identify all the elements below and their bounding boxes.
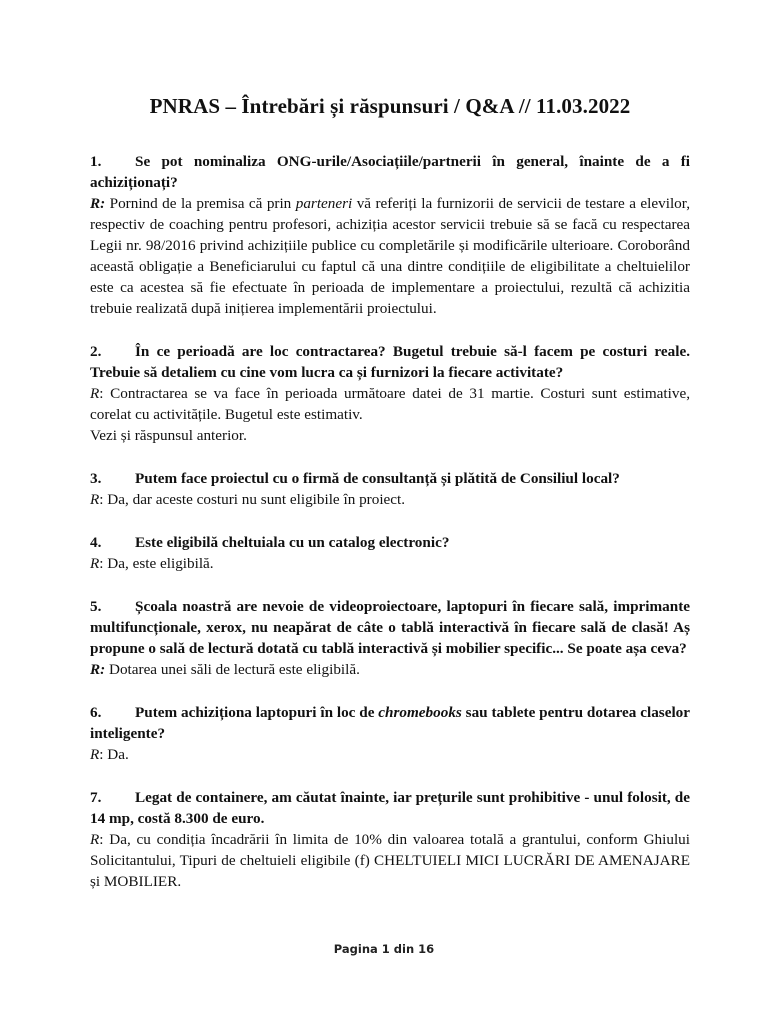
answer-label: R: — [90, 195, 106, 212]
answer-label: R — [90, 491, 100, 508]
question-number: 4. — [90, 534, 102, 551]
qa-item — [90, 151, 690, 319]
page-number: Pagina 1 din 16 — [333, 942, 435, 956]
question-text: Se pot nominaliza ONG-urile/Asociațiile/partnerii în general, înainte de a fi achiziționați? — [90, 153, 690, 191]
question-text: Este eligibilă cheltuiala cu un catalog electronic? — [135, 534, 450, 551]
answer-text: Dotarea unei săli de lectură este eligibilă. — [105, 661, 360, 678]
question-text: Putem face proiectul cu o firmă de consultanță și plătită de Consiliul local? — [135, 470, 620, 487]
question-text: Legat de containere, am căutat înainte, iar prețurile sunt prohibitive - unul folosit, de 14 mp, costă 8.300 de euro. — [90, 789, 690, 827]
answer-label: R — [90, 555, 100, 572]
question-number: 7. — [90, 789, 102, 806]
qa-item — [90, 596, 690, 680]
question — [90, 151, 690, 193]
answer — [90, 193, 690, 319]
answer — [90, 829, 690, 892]
answer-text: : Da, este eligibilă. — [99, 555, 214, 572]
qa-item — [90, 702, 690, 765]
answer-text: Pornind de la premisa că prin — [105, 195, 296, 212]
answer-label: R — [90, 746, 100, 763]
answer-text-continued: vă referiți la furnizorii de servicii de testare a elevilor, respectiv de coaching pentru profesori, achiziția acestor servicii trebuie să se facă cu respectarea Legii nr. 98/2016 privind achizițiile publice cu completările și modificările ulterioare. Coroborând această obligație a Beneficiarului cu faptul că una dintre condițiile de eligibilitate a cheltuielilor este ca acestea să fie efectuate în perioada de implementare a proiectului, rezultă că achizitia trebuie realizată după inițierea implementării proiectului. — [90, 195, 691, 317]
answer — [90, 659, 690, 680]
question — [90, 596, 690, 659]
question — [90, 341, 690, 383]
question — [90, 532, 690, 553]
answer-note: Vezi și răspunsul anterior. — [90, 427, 247, 444]
question-emphasis: chromebooks — [378, 704, 462, 721]
answer-text: : Da, dar aceste costuri nu sunt eligibile în proiect. — [99, 491, 406, 508]
qa-item — [90, 532, 690, 574]
answer-text: : Da, cu condiția încadrării în limita de 10% din valoarea totală a grantului, conform Ghiului Solicitantului, Tipuri de cheltuieli eligibile (f) CHELTUIELI MICI LUCRĂRI DE AMENAJARE și MOBILIER. — [90, 831, 690, 890]
question — [90, 468, 690, 489]
question-text: Școala noastră are nevoie de videoproiectoare, laptopuri în fiecare sală, imprimante multifuncționale, xerox, nu neapărat de câte o tablă interactivă în fiecare sală de clasă! Aș propune o sală de lectură dotată cu tablă interactivă și mobilier specific... Se poate așa ceva? — [90, 598, 690, 657]
answer-text: : Da. — [99, 746, 129, 763]
qa-item — [90, 787, 690, 892]
question-number: 5. — [90, 598, 102, 615]
answer-label: R — [90, 385, 100, 402]
answer — [90, 383, 690, 425]
question-number: 6. — [90, 704, 102, 721]
qa-item — [90, 341, 690, 446]
question-number: 2. — [90, 343, 102, 360]
answer — [90, 489, 690, 510]
question-number: 1. — [90, 153, 102, 170]
question-text: În ce perioadă are loc contractarea? Bugetul trebuie să-l facem pe costuri reale. Trebuie să detaliem cu cine vom lucra ca și furnizori la fiecare activitate? — [90, 343, 690, 381]
document-title: PNRAS – Întrebări și răspunsuri / Q&A // 11.03.2022 — [149, 94, 631, 118]
answer-label: R — [90, 831, 100, 848]
question — [90, 787, 690, 829]
answer-emphasis: parteneri — [295, 195, 353, 212]
answer — [90, 553, 690, 574]
qa-item — [90, 468, 690, 510]
question-text-continued: sau tablete pentru dotarea claselor inteligente? — [90, 704, 690, 742]
answer-text: : Contractarea se va face în perioada următoare datei de 31 martie. Costuri sunt estimative, corelat cu activitățile. Bugetul este estimativ. — [90, 385, 690, 423]
question-text: Putem achiziționa laptopuri în loc de — [135, 704, 379, 721]
answer — [90, 744, 690, 765]
question — [90, 702, 690, 744]
question-number: 3. — [90, 470, 102, 487]
answer-label: R: — [90, 661, 106, 678]
